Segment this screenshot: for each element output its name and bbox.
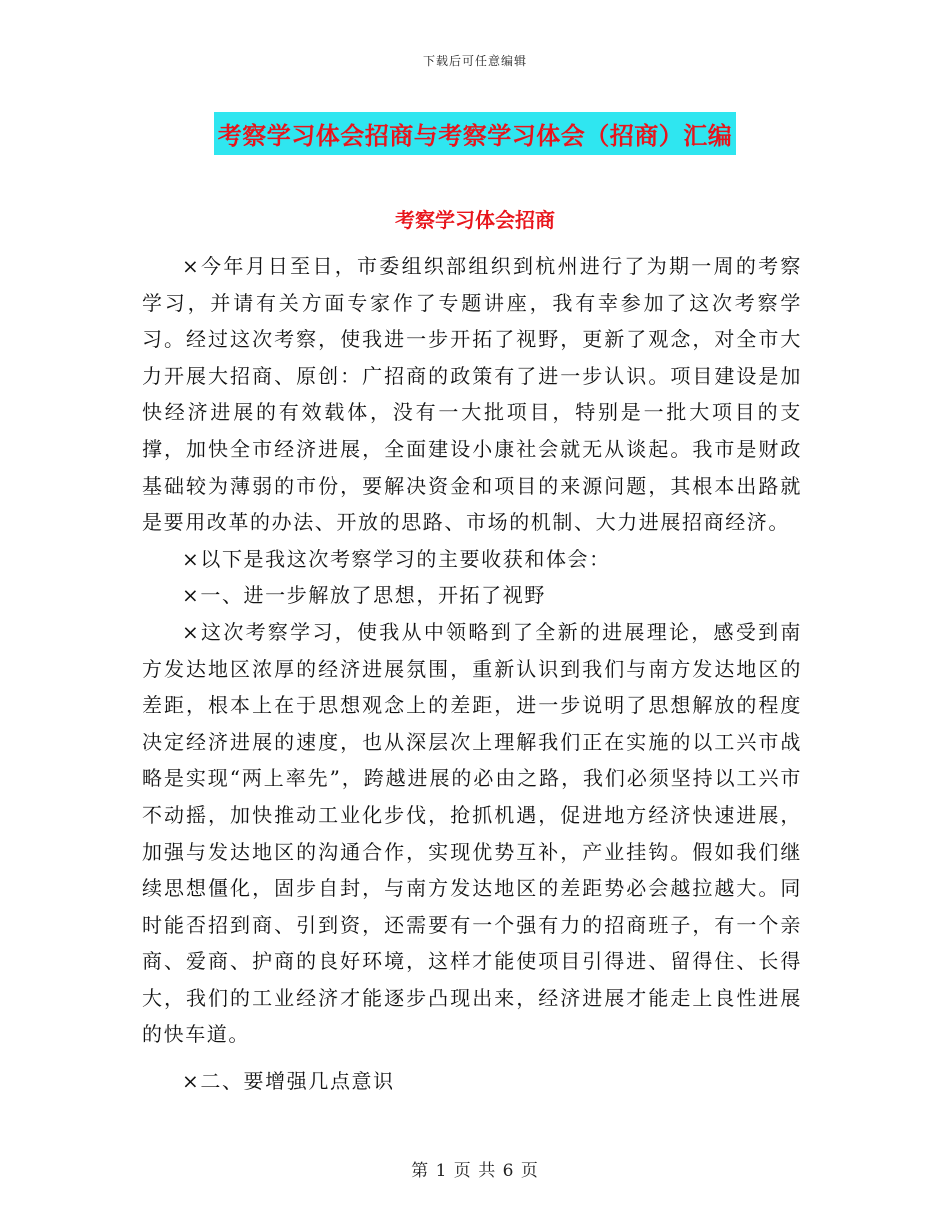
paragraph: ×一、进一步解放了思想，开拓了视野	[182, 583, 546, 608]
paragraph: ×这次考察学习，使我从中领略到了全新的进展理论，感受到南方发达地区浓厚的经济进展氛围，重新认识到我们与南方发达地区的差距，根本上在于思想观念上的差距，进一步说明了思想解放的程度决定经济进展的速度，也从深层次上理解我们正在实施的以工兴市战略是实现“两上率先”，跨越进展的必由之路，我们必须坚持以工兴市不动摇，加快推动工业化步伐，抢抓机遇，促进地方经济快速进展，加强与发达地区的沟通合作，实现优势互补，产业挂钩。假如我们继续思想僵化，固步自封，与南方发达地区的差距势必会越拉越大。同时能否招到商、引到资，还需要有一个强有力的招商班子，有一个亲商、爱商、护商的良好环境，这样才能使项目引得进、留得住、长得大，我们的工业经济才能逐步凸现出来，经济进展才能走上良性进展的快车道。	[142, 619, 802, 1047]
section-title: 考察学习体会招商	[395, 208, 555, 232]
page-footer: 第 1 页 共 6 页	[411, 1161, 539, 1181]
paragraph: ×二、要增强几点意识	[182, 1069, 395, 1094]
document-title-text: 考察学习体会招商与考察学习体会（招商）汇编	[214, 112, 737, 155]
paragraph: ×以下是我这次考察学习的主要收获和体会：	[182, 546, 611, 571]
page-header: 下载后可任意编辑	[422, 54, 527, 68]
paragraph: ×今年月日至日，市委组织部组织到杭州进行了为期一周的考察学习，并请有关方面专家作了专题讲座，我有幸参加了这次考察学习。经过这次考察，使我进一步开拓了视野，更新了观念，对全市大力开展大招商、原创：广招商的政策有了进一步认识。项目建设是加快经济进展的有效载体，没有一大批项目，特别是一批大项目的支撑，加快全市经济进展，全面建设小康社会就无从谈起。我市是财政基础较为薄弱的市份，要解决资金和项目的来源问题，其根本出路就是要用改革的办法、开放的思路、市场的机制、大力进展招商经济。	[142, 254, 802, 535]
document-title	[0, 112, 950, 155]
body-text	[142, 248, 802, 1100]
